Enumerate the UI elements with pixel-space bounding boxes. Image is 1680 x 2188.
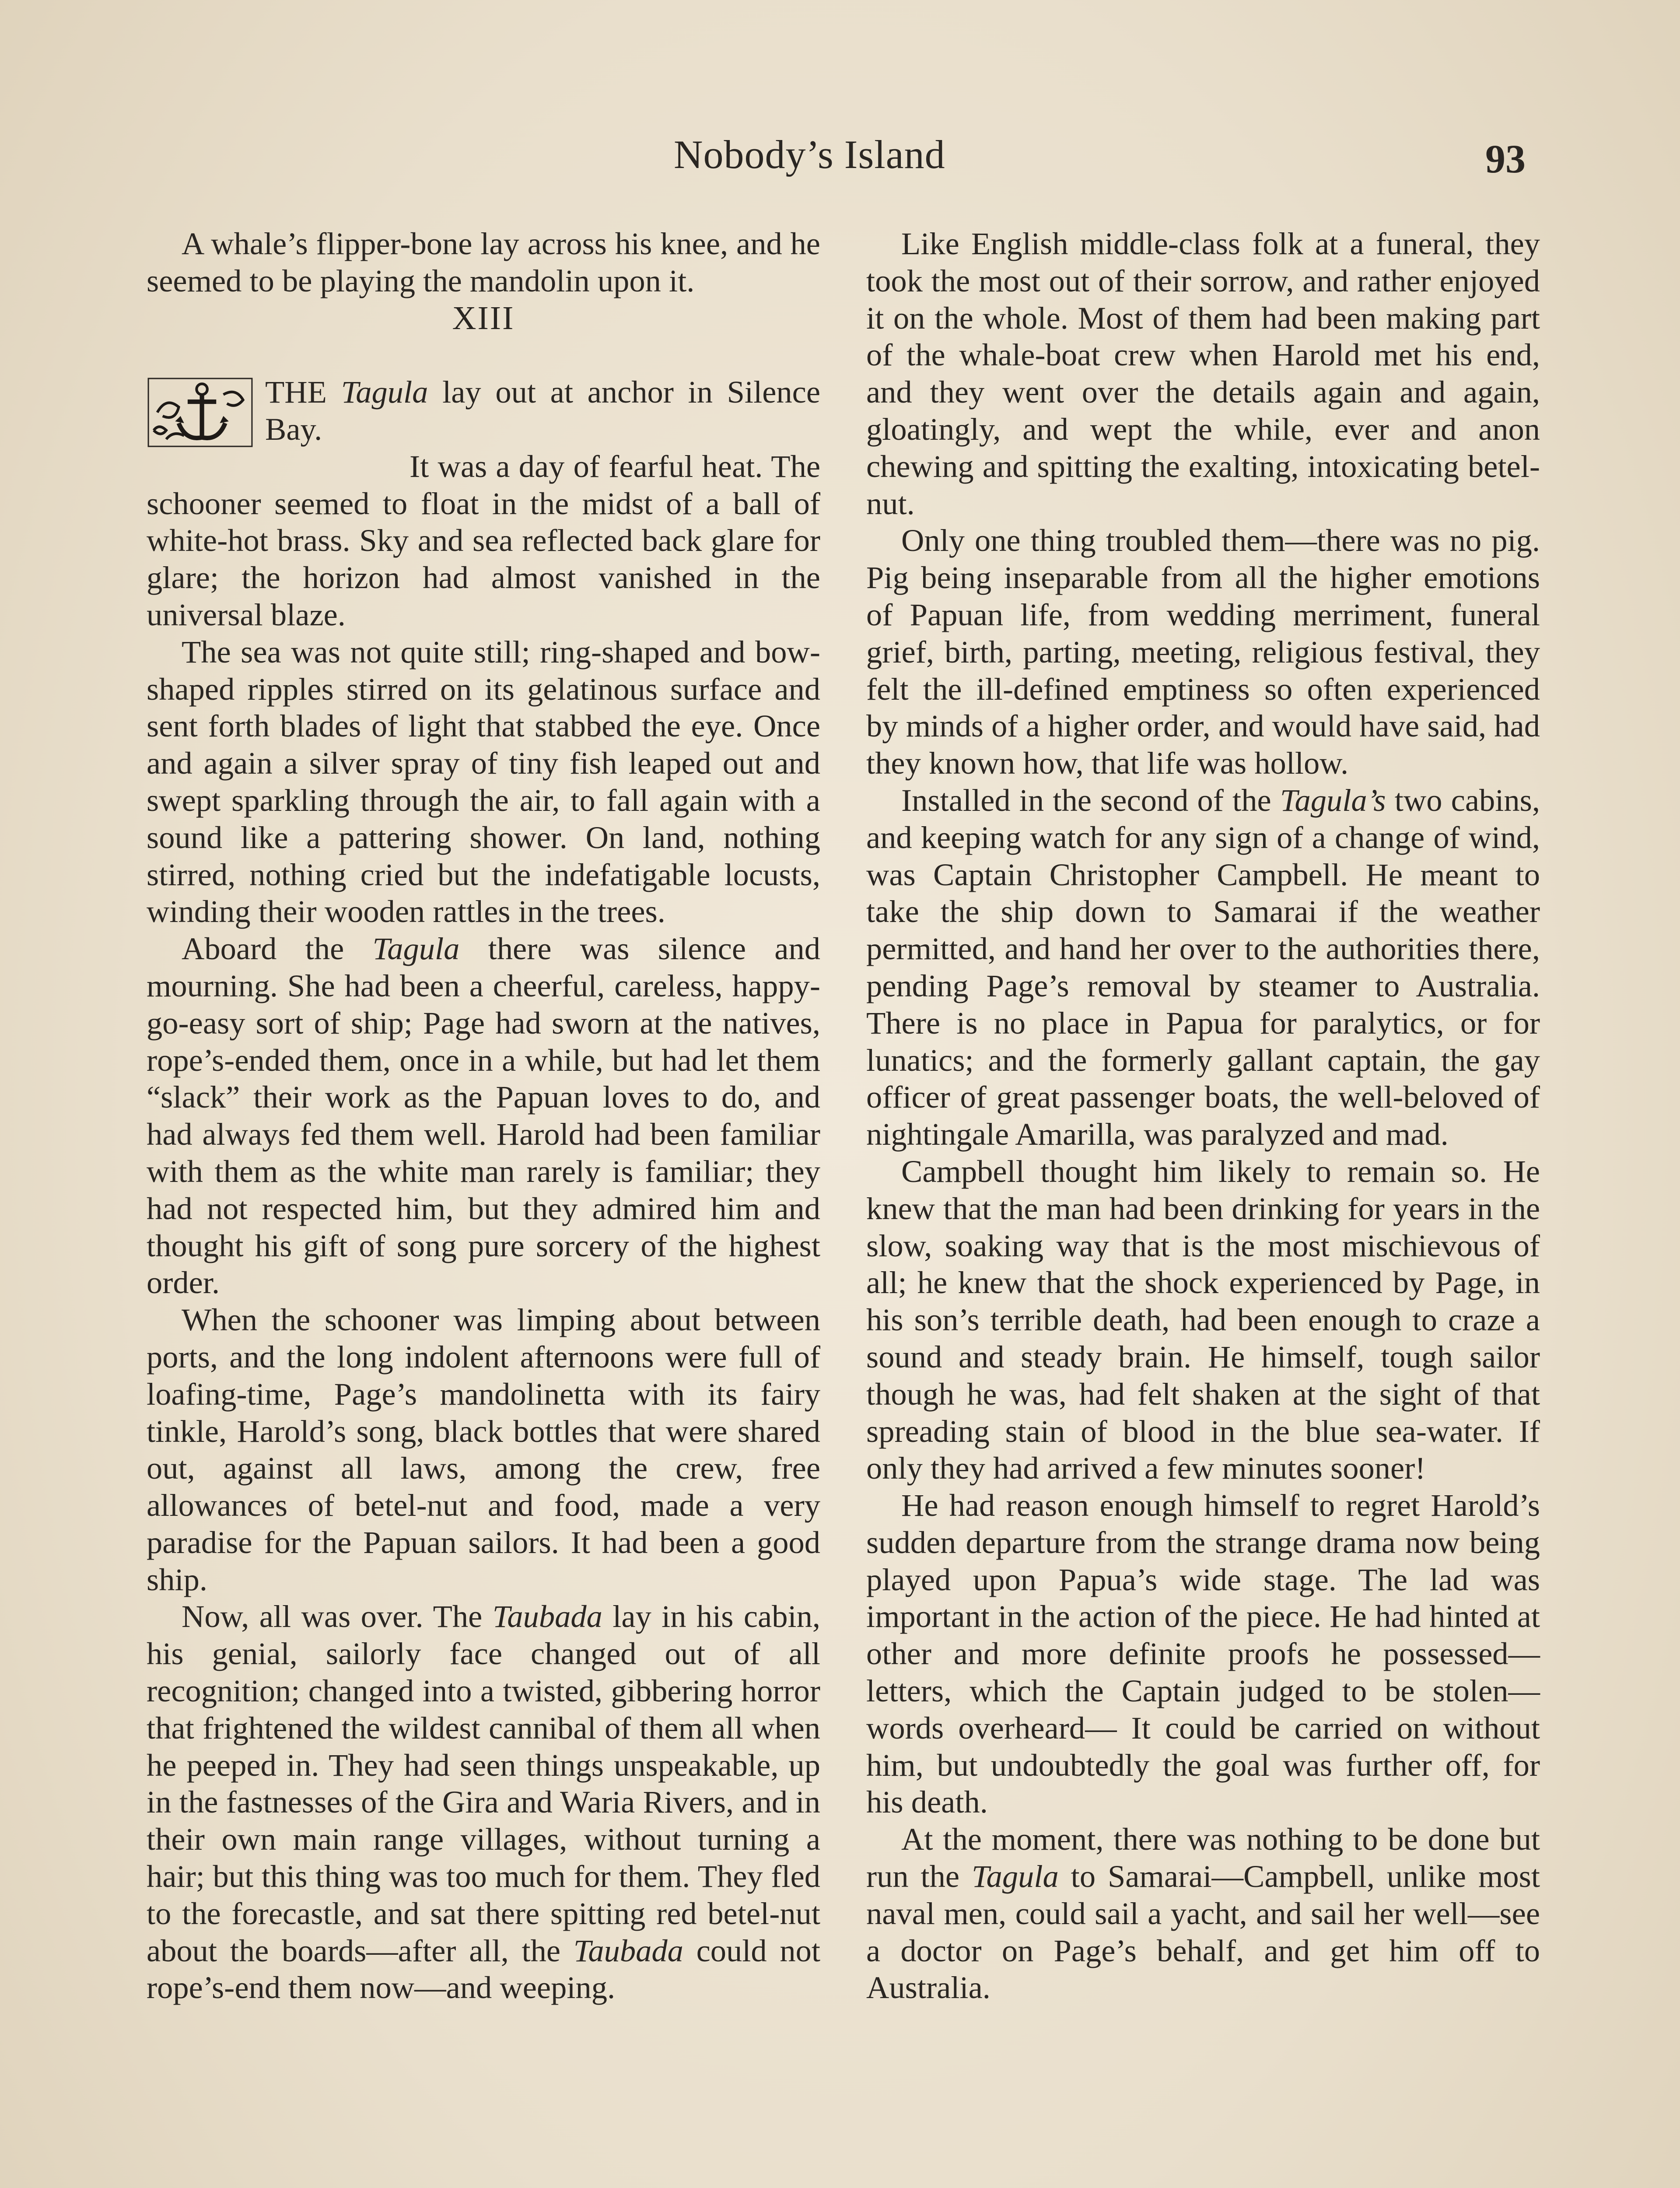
right-column	[866, 225, 1540, 2006]
paragraph: He had reason enough himself to regret Harold’s sudden departure from the strange drama now being played upon Papua’s wide stage. The lad was important in the action of the piece. He had hinted at other and more definite proofs he possessed—letters, which the Captain judged to be stolen—words overheard— It could be carried on without him, but undoubtedly the goal was further off, for his death.	[866, 1487, 1540, 1820]
paragraph: It was a day of fearful heat. The schooner seemed to float in the midst of a ball of white-hot brass. Sky and sea reflected back glare for glare; the horizon had almost vanished in the universal blaze.	[147, 448, 820, 632]
paragraph: Aboard the Tagula there was silence and mourning. She had been a cheerful, careless, happy-go-easy sort of ship; Page had sworn at the natives, rope’s-ended them, once in a while, but had let them “slack” their work as the Papuan loves to do, and had always fed them well. Harold had been familiar with them as the white man rarely is familiar; they had not respected him, but they admired him and thought his gift of song pure sorcery of the highest order.	[147, 931, 820, 1301]
paragraph: A whale’s flipper-bone lay across his knee, and he seemed to be playing the mandolin upon it.	[147, 226, 820, 298]
chapter-opening-line: THE Tagula lay out at anchor in Silence Bay.	[265, 374, 821, 447]
paragraph: Installed in the second of the Tagula’s two cabins, and keeping watch for any sign of a change of wind, was Captain Christopher Campbell. He meant to take the ship down to Samarai if the weather permitted, and hand her over to the authorities there, pending Page’s removal by steamer to Australia. There is no place in Papua for paralytics, or for lunatics; and the formerly gallant captain, the gay officer of great passenger boats, the well-beloved of nightingale Amarilla, was paralyzed and mad.	[866, 782, 1540, 1152]
paragraph: Like English middle-class folk at a funeral, they took the most out of their sorrow, and rather enjoyed it on the whole. Most of them had been making part of the whale-boat crew when Harold met his end, and they went over the details again and again, gloatingly, and wept the while, ever and anon chewing and spitting the exalting, intoxicating betel-nut.	[866, 226, 1540, 521]
paragraph: When the schooner was limping about between ports, and the long indolent afternoons were full of loafing-time, Page’s mandolinetta with its fairy tinkle, Harold’s song, black bottles that were shared out, against all laws, among the crew, free allowances of betel-nut and food, made a very paradise for the Papuan sailors. It had been a good ship.	[147, 1302, 820, 1597]
paragraph: Campbell thought him likely to remain so. He knew that the man had been drinking for years in the slow, soaking way that is the most mischievous of all; he knew that the shock experienced by Page, in his son’s terrible death, had been enough to craze a sound and steady brain. He himself, tough sailor though he was, had felt shaken at the sight of that spreading stain of blood in the blue sea-water. If only they had arrived a few minutes sooner!	[866, 1153, 1540, 1486]
paragraph: The sea was not quite still; ring-shaped and bow-shaped ripples stirred on its gelatinous surface and sent forth blades of light that stabbed the eye. Once and again a silver spray of tiny fish leaped out and swept sparkling through the air, to fall again with a sound like a pattering shower. On land, nothing stirred, nothing cried but the indefatigable locusts, winding their wooden rattles in the trees.	[147, 634, 820, 929]
chapter-opening	[147, 374, 820, 634]
left-column	[147, 225, 820, 2006]
paragraph: Only one thing troubled them—there was no pig. Pig being inseparable from all the higher emotions of Papuan life, from wedding merriment, funeral grief, birth, parting, meeting, religious festival, they felt the ill-defined emptiness so often experienced by minds of a higher order, and would have said, had they known how, that life was hollow.	[866, 522, 1540, 781]
running-title: Nobody’s Island	[674, 132, 945, 177]
chapter-heading: XIII	[452, 299, 515, 337]
page-number: 93	[1485, 137, 1526, 181]
paragraph: At the moment, there was nothing to be done but run the Tagula to Samarai—Campbell, unlike most naval men, could sail a yacht, and sail her well—see a doctor on Page’s behalf, and get him off to Australia.	[866, 1821, 1540, 2006]
paragraph: Now, all was over. The Taubada lay in his cabin, his genial, sailorly face changed out of all recognition; changed into a twisted, gibbering horror that frightened the wildest cannibal of them all when he peeped in. They had seen things unspeakable, up in the fastnesses of the Gira and Waria Rivers, and in their own main range villages, without turning a hair; but this thing was too much for them. They fled to the forecastle, and sat there spitting red betel-nut about the boards—after all, the Taubada could not rope’s-end them now—and weeping.	[147, 1599, 820, 2006]
anchor-ornament-icon	[147, 376, 254, 449]
